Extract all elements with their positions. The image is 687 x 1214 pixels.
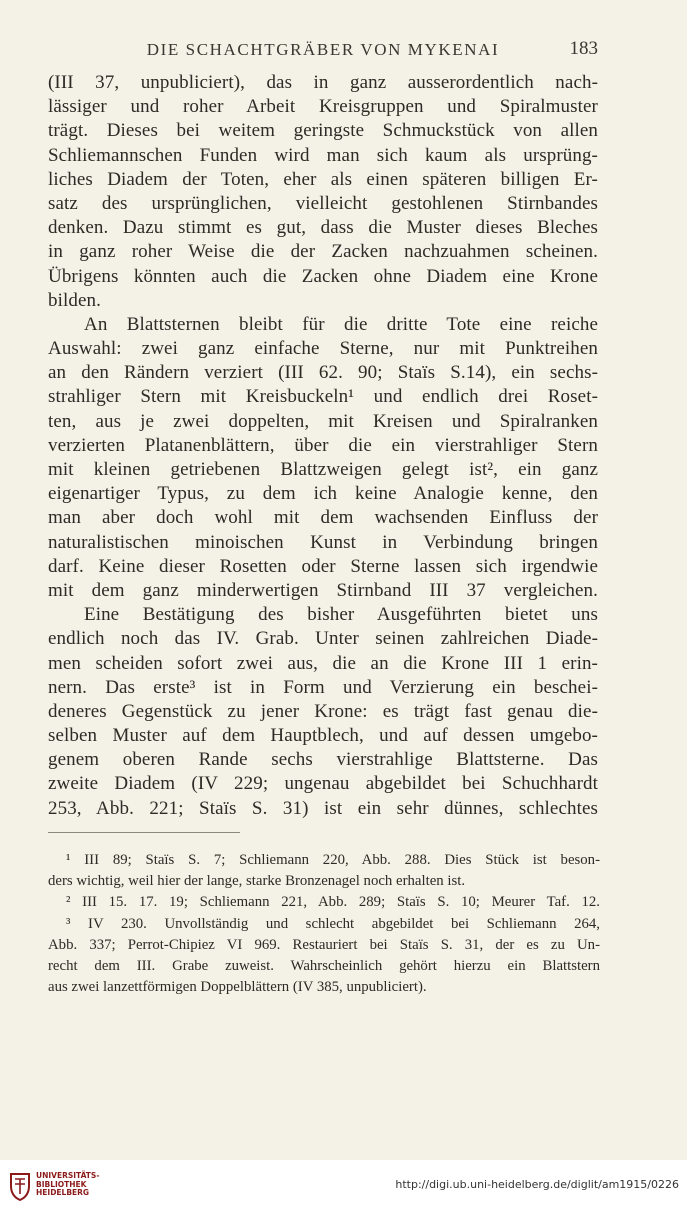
- footnote-line: recht dem III. Grabe zuweist. Wahrscheinlich gehört hierzu ein Blattstern: [48, 957, 600, 974]
- library-name-line: HEIDELBERG: [36, 1188, 90, 1198]
- text-line: men scheiden sofort zwei aus, die an die Krone III 1 erin-: [48, 652, 598, 674]
- footnote-line: Abb. 337; Perrot-Chipiez VI 969. Restauriert bei Staïs S. 31, der es zu Un-: [48, 936, 600, 953]
- text-line: zweite Diadem (IV 229; ungenau abgebildet bei Schuchhardt: [48, 773, 598, 795]
- text-line: liches Diadem der Toten, eher als einen späteren billigen Er-: [48, 168, 598, 190]
- text-line: mit dem ganz minderwertigen Stirnband III 37 vergleichen.: [48, 579, 598, 601]
- text-line: eigenartiger Typus, zu dem ich keine Analogie kenne, den: [48, 483, 598, 505]
- text-line: strahliger Stern mit Kreisbuckeln¹ und endlich drei Roset-: [48, 386, 598, 408]
- text-line: 253, Abb. 221; Staïs S. 31) ist ein sehr dünnes, schlechtes: [48, 797, 598, 819]
- footnote-line: ders wichtig, weil hier der lange, starke Bronzenagel noch erhalten ist.: [48, 873, 466, 890]
- text-line: Eine Bestätigung des bisher Ausgeführten bietet uns: [84, 604, 598, 626]
- text-line: Auswahl: zwei ganz einfache Sterne, nur mit Punktreihen: [48, 338, 598, 360]
- text-line: denken. Dazu stimmt es gut, dass die Muster dieses Bleches: [48, 217, 598, 239]
- text-line: An Blattsternen bleibt für die dritte Tote eine reiche: [84, 313, 598, 335]
- footnote-line: ¹ III 89; Staïs S. 7; Schliemann 220, Abb. 288. Dies Stück ist beson-: [66, 852, 600, 868]
- text-line: satz des ursprünglichen, vielleicht gestohlenen Stirnbandes: [48, 192, 598, 214]
- text-line: mit kleinen getriebenen Blattzweigen gelegt ist², ein ganz: [48, 459, 598, 480]
- text-line: an den Rändern verziert (III 62. 90; Staïs S.14), ein sechs-: [48, 362, 598, 384]
- library-name-line: BIBLIOTHEK: [36, 1179, 87, 1189]
- text-line: bilden.: [48, 289, 101, 311]
- text-line: ten, aus je zwei doppelten, mit Kreisen und Spiralranken: [48, 410, 598, 432]
- body-text: [48, 71, 598, 821]
- text-line: Übrigens könnten auch die Zacken ohne Diadem eine Krone: [48, 265, 598, 287]
- text-line: in ganz roher Weise die der Zacken nachzuahmen scheinen.: [48, 241, 598, 263]
- footnote-line: aus zwei lanzettförmigen Doppelblättern (IV 385, unpubliciert).: [48, 979, 427, 996]
- viewer-footer: [0, 1160, 687, 1214]
- text-line: Schliemannschen Funden wird man sich kaum als ursprüng-: [48, 144, 598, 166]
- text-line: (III 37, unpubliciert), das in ganz ausserordentlich nach-: [48, 72, 598, 93]
- footnote-line: ² III 15. 17. 19; Schliemann 221, Abb. 289; Staïs S. 10; Meurer Taf. 12.: [66, 894, 600, 911]
- text-line: darf. Keine dieser Rosetten oder Sterne lassen sich irgendwie: [48, 555, 598, 577]
- text-line: naturalistischen minoischen Kunst in Verbindung bringen: [48, 531, 598, 553]
- footnote-divider: [48, 832, 240, 833]
- library-name: [36, 1172, 99, 1198]
- running-head: [48, 40, 598, 66]
- library-name-line: UNIVERSITÄTS-: [36, 1171, 100, 1180]
- running-title: DIE SCHACHTGRÄBER VON MYKENAI: [146, 40, 500, 59]
- text-line: lässiger und roher Arbeit Kreisgruppen und Spiralmuster: [48, 96, 598, 118]
- library-crest-icon: [8, 1170, 32, 1202]
- library-logo[interactable]: [8, 1170, 118, 1206]
- text-line: nern. Das erste³ ist in Form und Verzierung ein beschei-: [48, 676, 598, 698]
- text-line: genem oberen Rande sechs vierstrahlige Blattsterne. Das: [48, 749, 598, 771]
- footnote-line: ³ IV 230. Unvollständig und schlecht abgebildet bei Schliemann 264,: [66, 915, 600, 932]
- text-line: selben Muster auf dem Hauptblech, und auf dessen umgebo-: [48, 725, 598, 747]
- text-line: deneres Gegenstück zu jener Krone: es trägt fast genau die-: [48, 700, 598, 722]
- text-line: trägt. Dieses bei weitem geringste Schmuckstück von allen: [48, 120, 598, 142]
- text-line: verzierten Platanenblättern, über die ein vierstrahliger Stern: [48, 434, 598, 456]
- text-line: man aber doch wohl mit dem wachsenden Einfluss der: [48, 507, 598, 529]
- page-number: 183: [569, 38, 598, 59]
- permalink-url[interactable]: http://digi.ub.uni-heidelberg.de/diglit/am1915/0226: [395, 1178, 679, 1191]
- footnotes: [48, 850, 600, 998]
- text-line: endlich noch das IV. Grab. Unter seinen zahlreichen Diade-: [48, 628, 598, 650]
